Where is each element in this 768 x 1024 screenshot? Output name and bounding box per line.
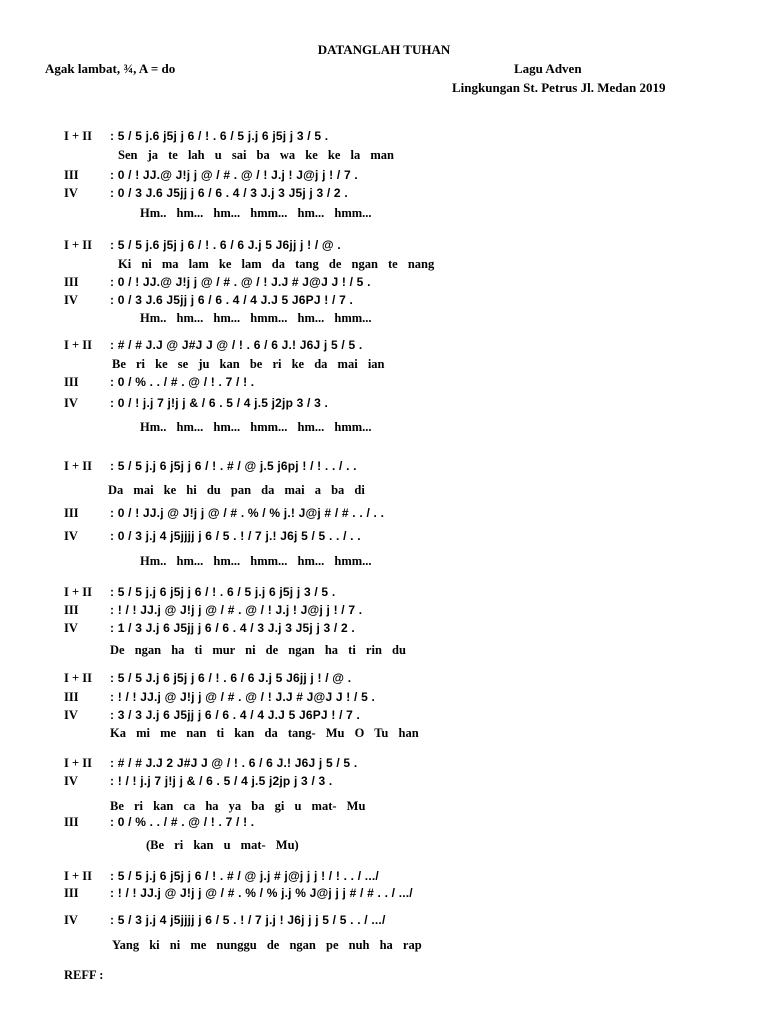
community-credit: Lingkungan St. Petrus Jl. Medan 2019 — [452, 80, 666, 95]
voice-label: III — [64, 886, 79, 900]
voice-label: I + II — [64, 756, 92, 770]
notation-row — [0, 186, 768, 202]
lyric-text: Ka mi me nan ti kan da tang- Mu O Tu han — [110, 726, 419, 740]
notation-row — [0, 690, 768, 706]
notation-row — [0, 913, 768, 929]
notation-text: : 5 / 5 J.j 6 j5j j 6 / ! . 6 / 6 J.j 5 J6jj j ! / @ . — [110, 671, 352, 685]
voice-label: I + II — [64, 459, 92, 473]
lyric-text: (Be ri kan u mat- Mu) — [146, 838, 299, 852]
notation-text: : ! / ! JJ.j @ J!j j @ / # . @ / ! J.j ! J@j j ! / 7 . — [110, 603, 363, 617]
notation-text: : 0 / ! j.j 7 j!j j & / 6 . 5 / 4 j.5 j2jp 3 / 3 . — [110, 396, 329, 410]
lyric-text: Ki ni ma lam ke lam da tang de ngan te nang — [118, 257, 435, 271]
reff-label: REFF : — [64, 968, 104, 982]
lyric-text: Be ri ke se ju kan be ri ke da mai ian — [112, 357, 385, 371]
notation-row — [0, 815, 768, 831]
voice-label: III — [64, 506, 79, 520]
notation-text: : ! / ! JJ.j @ J!j j @ / # . % / % j.j % J@j j j # / # . . / .../ — [110, 886, 413, 900]
voice-label: IV — [64, 913, 78, 927]
voice-label: IV — [64, 774, 78, 788]
notation-text: : 0 / 3 j.j 4 j5jjjj j 6 / 5 . ! / 7 j.! J6j 5 / 5 . . / . . — [110, 529, 361, 543]
lyric-row — [0, 257, 768, 273]
lyric-row — [0, 643, 768, 659]
voice-label: IV — [64, 396, 78, 410]
notation-text: : # / # J.J @ J#J J @ / ! . 6 / 6 J.! J6J j 5 / 5 . — [110, 338, 363, 352]
lyric-text: Da mai ke hi du pan da mai a ba di — [108, 483, 365, 497]
lyric-row — [0, 799, 768, 815]
notation-text: : 0 / ! JJ.j @ J!j j @ / # . % / % j.! J@j # / # . . / . . — [110, 506, 385, 520]
lyric-text: Sen ja te lah u sai ba wa ke ke la man — [118, 148, 394, 162]
notation-text: : ! / ! j.j 7 j!j j & / 6 . 5 / 4 j.5 j2jp j 3 / 3 . — [110, 774, 333, 788]
voice-label: III — [64, 690, 79, 704]
lyric-row — [0, 938, 768, 954]
lyric-text: Hm.. hm... hm... hmm... hm... hmm... — [140, 311, 372, 325]
tempo-marking: Agak lambat, ¾, A = do — [45, 61, 176, 76]
voice-label: III — [64, 603, 79, 617]
lyric-row — [0, 357, 768, 373]
notation-row — [0, 603, 768, 619]
notation-text: : 0 / % . . / # . @ / ! . 7 / ! . — [110, 815, 255, 829]
notation-text: : 0 / ! JJ.@ J!j j @ / # . @ / ! J.j ! J@j j ! / 7 . — [110, 168, 358, 182]
notation-row — [0, 529, 768, 545]
voice-label: III — [64, 815, 79, 829]
lyric-row — [0, 206, 768, 222]
notation-text: : 5 / 5 j.j 6 j5j j 6 / ! . # / @ j.j # j@j j j ! / ! . . / .../ — [110, 869, 379, 883]
lyric-row — [0, 148, 768, 164]
voice-label: IV — [64, 621, 78, 635]
notation-text: : 0 / ! JJ.@ J!j j @ / # . @ / ! J.J # J@J J ! / 5 . — [110, 275, 371, 289]
lyric-row — [0, 838, 768, 854]
lyric-text: Yang ki ni me nunggu de ngan pe nuh ha rap — [112, 938, 422, 952]
notation-text: : 5 / 3 j.j 4 j5jjjj j 6 / 5 . ! / 7 j.j ! J6j j j 5 / 5 . . / .../ — [110, 913, 386, 927]
notation-row — [0, 375, 768, 391]
notation-row — [0, 275, 768, 291]
voice-label: IV — [64, 293, 78, 307]
lyric-text: Hm.. hm... hm... hmm... hm... hmm... — [140, 554, 372, 568]
voice-label: IV — [64, 529, 78, 543]
voice-label: I + II — [64, 238, 92, 252]
notation-row — [0, 168, 768, 184]
song-title: DATANGLAH TUHAN — [317, 42, 451, 57]
voice-label: III — [64, 275, 79, 289]
notation-row — [0, 238, 768, 254]
lyric-text: Hm.. hm... hm... hmm... hm... hmm... — [140, 420, 372, 434]
notation-text: : 0 / % . . / # . @ / ! . 7 / ! . — [110, 375, 255, 389]
notation-row — [0, 129, 768, 145]
voice-label: I + II — [64, 869, 92, 883]
notation-row — [0, 293, 768, 309]
voice-label: I + II — [64, 585, 92, 599]
voice-label: III — [64, 168, 79, 182]
voice-label: III — [64, 375, 79, 389]
lyric-text: De ngan ha ti mur ni de ngan ha ti rin du — [110, 643, 406, 657]
notation-text: : 5 / 5 j.6 j5j j 6 / ! . 6 / 5 j.j 6 j5j j 3 / 5 . — [110, 129, 329, 143]
notation-row — [0, 506, 768, 522]
notation-row — [0, 756, 768, 772]
lyric-row — [0, 420, 768, 436]
notation-text: : 5 / 5 j.j 6 j5j j 6 / ! . # / @ j.5 j6pj ! / ! . . / . . — [110, 459, 357, 473]
lyric-row — [0, 483, 768, 499]
notation-text: : 0 / 3 J.6 J5jj j 6 / 6 . 4 / 3 J.j 3 J5j j 3 / 2 . — [110, 186, 348, 200]
notation-row — [0, 585, 768, 601]
lyric-row — [0, 726, 768, 742]
notation-row — [0, 708, 768, 724]
voice-label: I + II — [64, 671, 92, 685]
notation-text: : 5 / 5 j.j 6 j5j j 6 / ! . 6 / 5 j.j 6 j5j j 3 / 5 . — [110, 585, 336, 599]
voice-label: IV — [64, 708, 78, 722]
notation-row — [0, 621, 768, 637]
notation-text: : 0 / 3 J.6 J5jj j 6 / 6 . 4 / 4 J.J 5 J6PJ ! / 7 . — [110, 293, 354, 307]
notation-row — [0, 396, 768, 412]
notation-text: : 1 / 3 J.j 6 J5jj j 6 / 6 . 4 / 3 J.j 3 J5j j 3 / 2 . — [110, 621, 355, 635]
lyric-text: Be ri kan ca ha ya ba gi u mat- Mu — [110, 799, 366, 813]
lyric-row — [0, 311, 768, 327]
song-source: Lagu Adven — [514, 61, 582, 76]
notation-row — [0, 671, 768, 687]
voice-label: I + II — [64, 338, 92, 352]
notation-row — [0, 459, 768, 475]
lyric-text: Hm.. hm... hm... hmm... hm... hmm... — [140, 206, 372, 220]
notation-row — [0, 886, 768, 902]
voice-label: IV — [64, 186, 78, 200]
notation-text: : 3 / 3 J.j 6 J5jj j 6 / 6 . 4 / 4 J.J 5 J6PJ ! / 7 . — [110, 708, 361, 722]
lyric-row — [0, 554, 768, 570]
notation-row — [0, 774, 768, 790]
notation-text: : ! / ! JJ.j @ J!j j @ / # . @ / ! J.J # J@J J ! / 5 . — [110, 690, 376, 704]
voice-label: I + II — [64, 129, 92, 143]
notation-text: : # / # J.J 2 J#J J @ / ! . 6 / 6 J.! J6J j 5 / 5 . — [110, 756, 358, 770]
notation-row — [0, 869, 768, 885]
notation-row — [0, 338, 768, 354]
notation-text: : 5 / 5 j.6 j5j j 6 / ! . 6 / 6 J.j 5 J6jj j ! / @ . — [110, 238, 341, 252]
